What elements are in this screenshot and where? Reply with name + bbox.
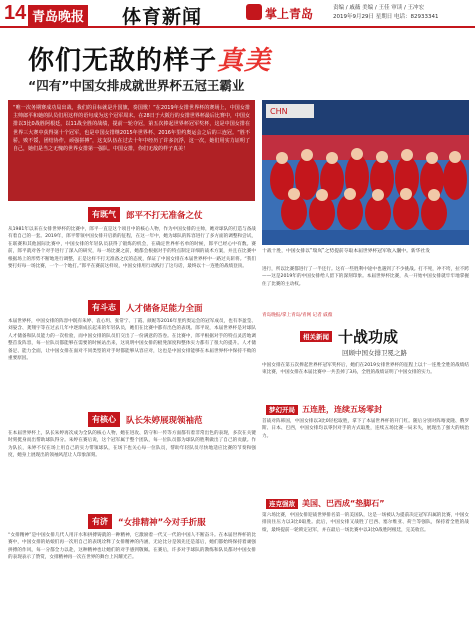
article-subtitle: “四有”中国女排成就世界杯五冠王霸业: [28, 78, 245, 93]
related-sub-1-heading: 五连胜，连续五场零封: [302, 405, 382, 414]
section-1-tag: 有既气: [88, 207, 120, 222]
section-1-head: [88, 207, 203, 222]
section-2-head: [88, 300, 203, 315]
lead-box: [8, 100, 255, 201]
team-photo-illustration: [262, 100, 469, 245]
related-sub-2-tag: 连克强敌: [266, 499, 298, 509]
title-text: 你们无敌的样子: [28, 46, 218, 76]
section-4-tag: 有济: [88, 514, 112, 529]
app-logo-icon: [246, 4, 262, 20]
related-news-tag: 相关新闻: [300, 331, 332, 342]
section-4-heading: “女排精神”今对手折服: [118, 517, 206, 528]
section-4-head: [88, 514, 206, 529]
section-2-heading: 人才储备足能力全面: [126, 303, 203, 314]
right-column-text: 进行，所以比赛都进行了一半还行。这有一些胜利中途中也遇到了不少挑战。打不死，冲不垮，拉不跨——这是2019年的中国女排给人留下的深刻印象。本届世界杯比赛，从一开始中国女排就牢牢地掌握住了比赛的主动权。: [262, 267, 469, 287]
section-3-head: [88, 412, 203, 427]
editors-info: [333, 4, 439, 22]
byline: 青岛晚报/掌上青岛/青网 记者 戚薇: [262, 313, 333, 318]
section-1-heading: 郎平不打无准备之仗: [126, 210, 203, 221]
article-title: [28, 40, 271, 77]
team-photo: [262, 100, 469, 245]
related-sub-2-text: 第六场比赛，中国女排迎战世界排名第一的美国队，这是一场被认为提前决定冠军归属的比赛，中国女排顶住压力以3比0取胜。此后，中国女排又战胜了巴西、塞尔维亚、荷兰等强队，保持着全胜的战绩，最终提前一轮锁定冠军，并在最后一场比赛中以3比0战胜阿根廷，完美收官。: [262, 513, 469, 533]
related-sub-1-text: 首战对阵韩国，中国女排以3比0轻松取胜，拿下了本届世界杯的开门红。随后分别对阵喀麦隆、俄罗斯、日本、巴西，中国女排均以零封对手的方式取胜，连续五场比赛一局未失，展现出了强大的统治力。: [262, 419, 469, 439]
related-news-title: 十战功成: [338, 328, 399, 346]
section-2-text: 本届世界杯，中国女排的阵容中既有朱婷、袁心玥、张常宁、丁霞、颜妮等2016年里约奥运会的冠军成员，也有李盈莹、刘晏含、龚翔宇等在过去几年中逐渐成长起来的年轻队员，她们在比赛中都有出色的表现。郎平说，本届世界杯是对球队人才储备和队员能力的一次检验，而中国女排的队员们交出了一份满意的答卷。在比赛中，郎平根据对手的特点灵活地调整首发阵容，每一位队员都能够在需要的时候站出来，这说明中国女排的板凳深度和整体实力都有了很大的提升。人才储备足、能力全面，让中国女排在面对不同类型的对手时都能够从容应对，这也是中国女排能够在本届世界杯中保持不败的重要原因。: [8, 319, 256, 362]
masthead: [0, 0, 475, 28]
editors-line: 责编 / 戚薇 美编 / 王佳 审读 / 王冲宏: [333, 5, 425, 11]
related-news-intro: 中国女排在第五次捧起世界杯冠军奖杯后，她们在2019女排世界杯的征程上以十一连胜全胜的战绩结束比赛，中国女排在本届比赛中一共丢掉了3局，全胜的战绩证明了中国女排的实力。: [262, 363, 469, 376]
related-sub-1-tag: 梦幻开局: [266, 405, 298, 415]
lead-text: “唯一次务期赛成功局出战，我们的目标就是升国旗，奏国歌！”在2019年女排世界杯的赛场上，中国女排主帅郎平和她的队员们用这样的语句成为这个冠军周末。在28日于大阪行的女排世界杯最后比赛中，中国女排以3比0战胜阿根廷，以11战全胜的战绩，提前一轮夺冠，第五次捧起世界杯冠军奖杯，这是中国女排在世界三大赛中获得第十个冠军，也是中国女排继2015年世界杯、2016年里约奥运会之后的三连冠。“胜不骄，败不馁，团结协作，顽强拼搏”，这支队伍在过去十年中经历了许多沉浮，这一次，她们用实力证明了自己，她们是当之无愧的世界女排第一强队。中国女排，你们无敌的样子真美！: [13, 105, 250, 153]
section-3-text: 在本届世界杯上，队长朱婷再次成为全队的核心人物，她在进攻、防守和一传等方面都有着非常出色的表现，多次在关键时刻挺身而出帮助球队得分。朱婷在赛后说，这个冠军属于整个团队，每一位队员都为球队的胜利做出了自己的贡献。作为队长，朱婷不仅在场上用自己的实力带领球队，在场下也关心每一位队员，帮助年轻队员尽快地适应比赛的节奏和强度，她身上展现出的领袖风范让人印象深刻。: [8, 431, 256, 459]
section-1-text: 从1981年以来在女排世界杯的比赛中，郎平一直是这个项目中的核心人物，作为中国女排的主帅，她对球队的打造与备战有着自己的一套。2019年，郎平带领中国女排开启新的征程，在这一年中，她为球队的阵容进行了多方面的调整和尝试，在联赛和其他国际比赛中，中国女排的年轻队员获得了锻炼的机会，在确定世界杯名单的时候，郎平已经心中有数。赛前，郎平就对各个对手进行了深入的研究，每一场比赛之前，她都会根据对手的特点制定详细的战术方案，并且在比赛中根据场上的形势不断地进行调整，正是这样不打无准备之仗的态度，保证了中国女排在本届世界杯中一路过关斩将。“我们要打好每一场比赛，一个一个地打。”郎平在赛前这样说，中国女排用行动践行了这句话，最终以十一连胜的战绩登顶。: [8, 227, 256, 270]
page-number: 14: [4, 2, 27, 24]
section-name: 体育新闻: [122, 6, 203, 28]
related-news-subtitle: 回顾中国女排卫冕之路: [342, 349, 407, 357]
section-3-tag: 有核心: [88, 412, 120, 427]
related-sub-1-head: [266, 404, 382, 415]
scoreboard-label: CHN: [270, 107, 288, 116]
section-4-text: “女排精神”是中国女排几代人用汗水和拼搏铸就的一种精神，它激励着一代又一代的中国人不断奋斗。在本届世界杯的比赛中，中国女排的姑娘们再一次用自己的表现诠释了女排精神的内涵，无论比分是领先还是落后，她们都始终保持着顽强拼搏的作风，每一分都全力以赴，这种精神也让她们的对手感到敬佩。在赛后，许多对手球队的教练和队员都对中国女排的表现表示了赞赏，女排精神再一次在世界的舞台上闪耀光芒。: [8, 533, 256, 561]
paper-name: 青岛晚报: [28, 5, 88, 26]
app-name: 掌上青岛: [265, 7, 314, 21]
section-3-heading: 队长朱婷展现领袖范: [126, 415, 203, 426]
date-line: 2019年9月29日 星期日 电话：82933341: [333, 14, 439, 20]
section-2-tag: 有斗志: [88, 300, 120, 315]
related-sub-2-head: [266, 498, 385, 509]
related-sub-2-heading: 美国、巴西成“垫脚石”: [302, 499, 385, 508]
title-accent: 真美: [217, 46, 272, 76]
photo-caption: 十战十胜，中国女排以“瑞岚”之势提前夺取本届世界杯冠军收入囊中。新华社发: [262, 249, 431, 254]
related-news-head: [300, 326, 398, 347]
